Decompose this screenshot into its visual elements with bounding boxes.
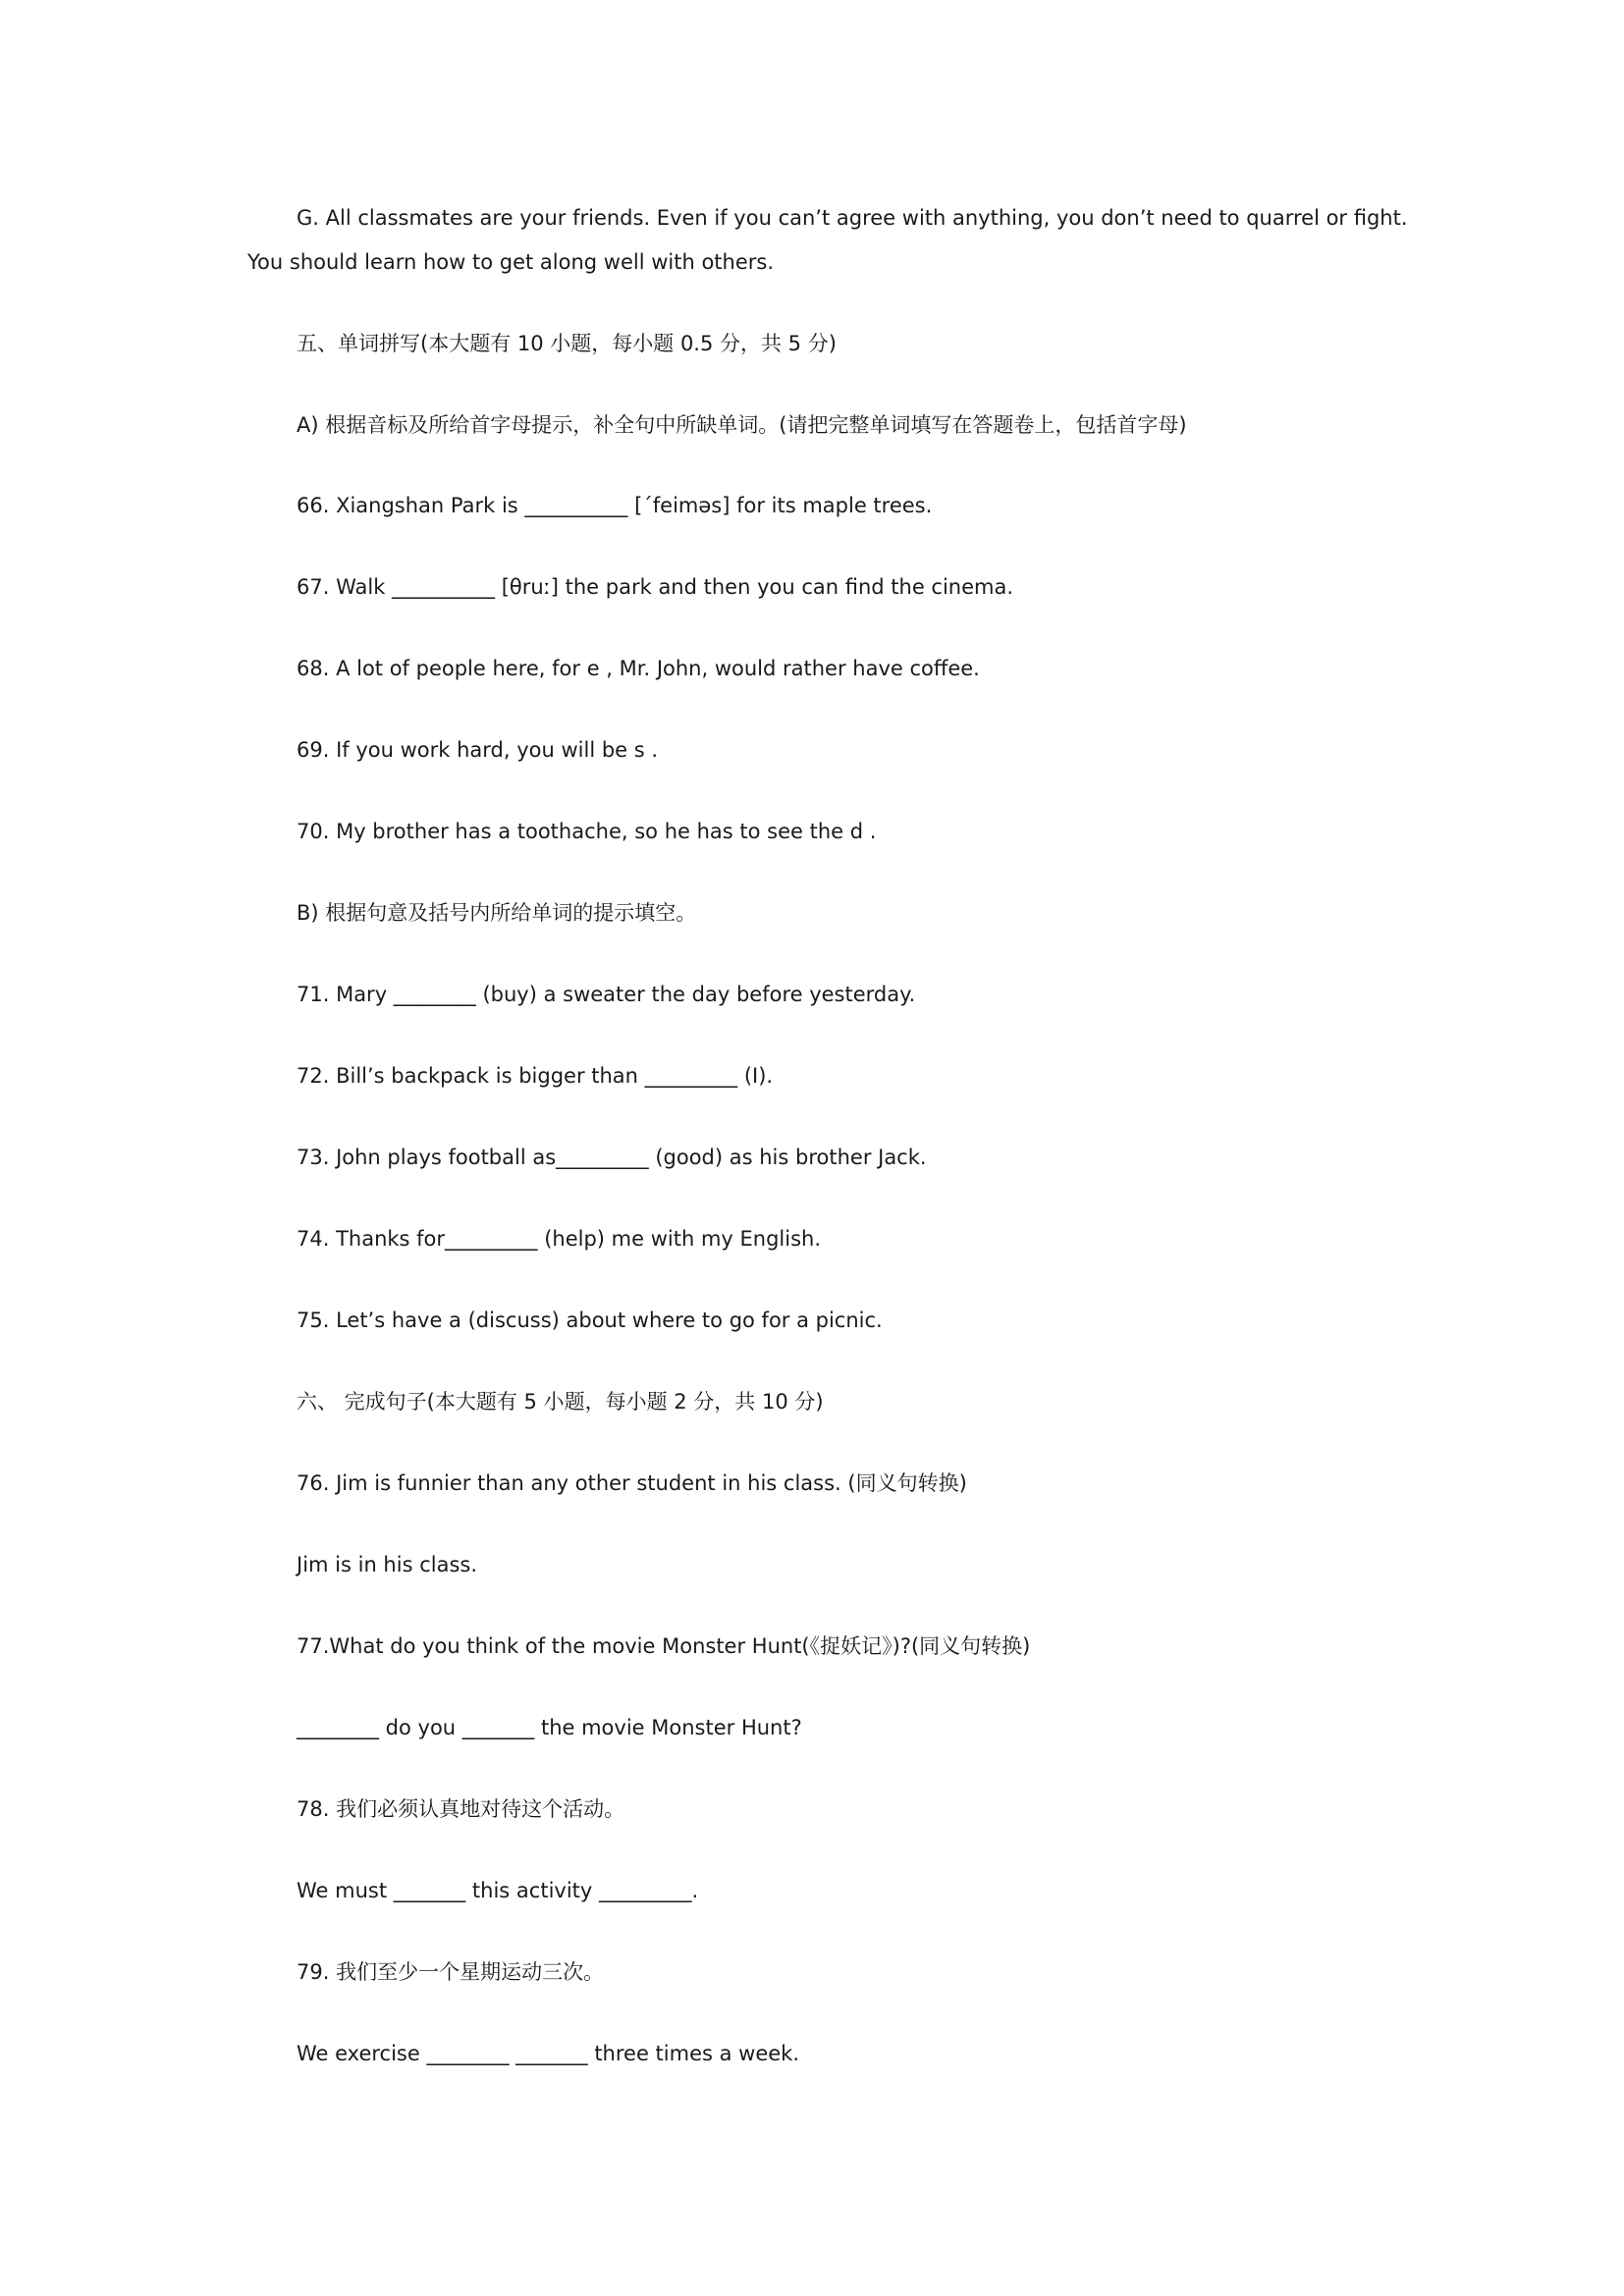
- question-70: 70. My brother has a toothache, so he has to see the d .: [297, 820, 877, 843]
- question-74: 74. Thanks for_________ (help) me with my English.: [297, 1227, 822, 1251]
- answer-78: We must _______ this activity _________.: [297, 1879, 699, 1902]
- question-72: 72. Bill’s backpack is bigger than _________ (I).: [297, 1064, 774, 1088]
- question-66: 66. Xiangshan Park is __________ [ˊfeiməs] for its maple trees.: [297, 494, 933, 517]
- answer-76: Jim is in his class.: [297, 1553, 477, 1576]
- option-g-line-1: G. All classmates are your friends. Even if you can’t agree with anything, you don’t need to quarrel or fight.: [297, 206, 1408, 230]
- question-68: 68. A lot of people here, for e , Mr. John, would rather have coffee.: [297, 657, 980, 680]
- answer-77: ________ do you _______ the movie Monster Hunt?: [297, 1716, 802, 1739]
- answer-79: We exercise ________ _______ three times a week.: [297, 2042, 800, 2065]
- question-69: 69. If you work hard, you will be s .: [297, 738, 659, 762]
- question-79: 79. 我们至少一个星期运动三次。: [297, 1960, 605, 1984]
- question-77: 77.What do you think of the movie Monster Hunt(《捉妖记》)?(同义句转换): [297, 1634, 1031, 1658]
- question-71: 71. Mary ________ (buy) a sweater the day before yesterday.: [297, 983, 916, 1006]
- section-5-heading: 五、单词拼写(本大题有 10 小题，每小题 0.5 分，共 5 分): [297, 332, 837, 355]
- question-75: 75. Let’s have a (discuss) about where to go for a picnic.: [297, 1308, 883, 1332]
- question-76: 76. Jim is funnier than any other student in his class. (同义句转换): [297, 1471, 967, 1495]
- question-78: 78. 我们必须认真地对待这个活动。: [297, 1797, 625, 1821]
- question-67: 67. Walk __________ [θruː] the park and then you can find the cinema.: [297, 575, 1014, 599]
- section-6-heading: 六、 完成句子(本大题有 5 小题，每小题 2 分，共 10 分): [297, 1390, 824, 1414]
- question-73: 73. John plays football as_________ (good) as his brother Jack.: [297, 1146, 927, 1169]
- option-g-line-2: You should learn how to get along well with others.: [247, 250, 775, 274]
- part-a-instruction: A) 根据音标及所给首字母提示，补全句中所缺单词。(请把完整单词填写在答题卷上，包括首字母): [297, 413, 1187, 437]
- part-b-instruction: B) 根据句意及括号内所给单词的提示填空。: [297, 901, 697, 925]
